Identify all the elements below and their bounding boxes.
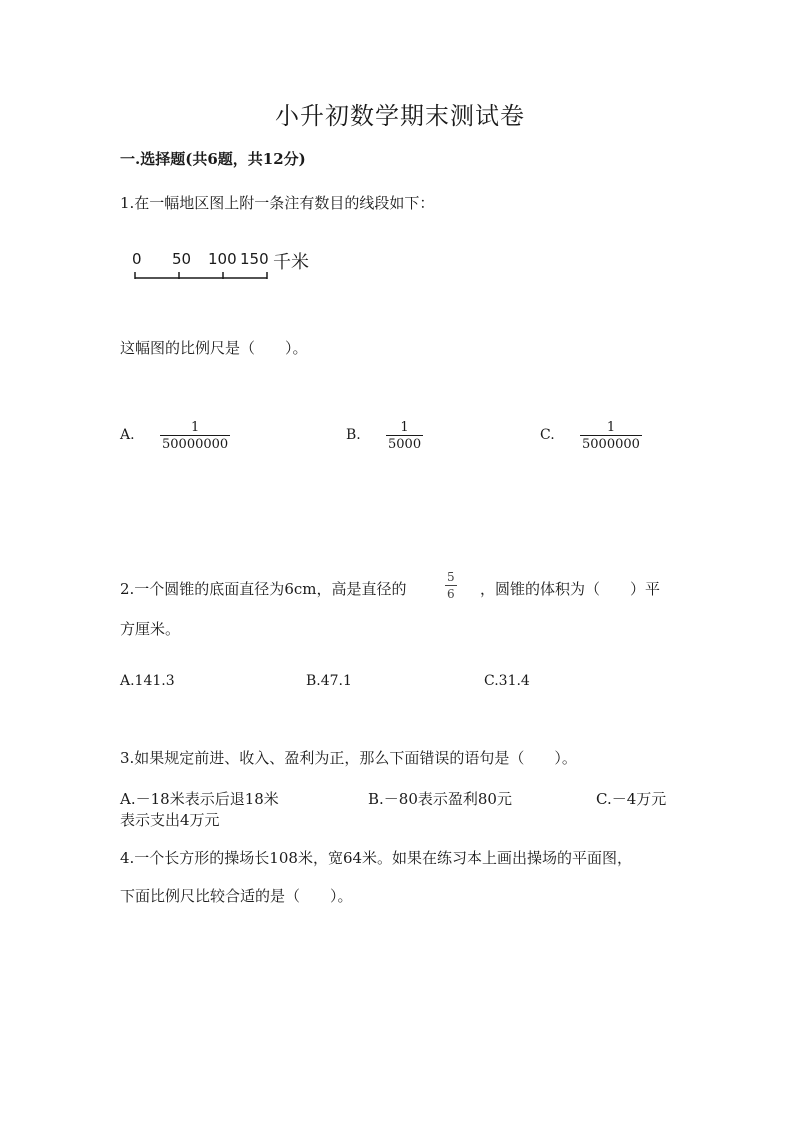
question-2-text-line2: 方厘米。 xyxy=(120,620,181,638)
question-2-option-c: C.31.4 xyxy=(484,673,530,689)
fraction-denominator: 6 xyxy=(447,587,455,601)
section-heading: 一.选择题(共6题，共12分) xyxy=(120,150,306,168)
question-2-text: 2.一个圆锥的底面直径为6cm，高是直径的 xyxy=(120,580,407,598)
question-3-text: 3.如果规定前进、收入、盈利为正，那么下面错误的语句是（ ）。 xyxy=(120,749,577,767)
scale-unit: 千米 xyxy=(273,252,309,273)
scale-label-150: 150 xyxy=(240,250,269,268)
scale-label-0: 0 xyxy=(132,250,142,268)
question-2-option-b: B.47.1 xyxy=(306,673,352,689)
fraction-numerator: 5 xyxy=(447,570,455,584)
question-3-option-c: C.－4万元 xyxy=(596,790,667,808)
scale-label-50: 50 xyxy=(172,250,192,268)
question-3-option-b: B.－80表示盈利80元 xyxy=(368,790,512,808)
question-4-text-line1: 4.一个长方形的操场长108米，宽64米。如果在练习本上画出操场的平面图， xyxy=(120,849,633,867)
question-1-prompt: 这幅图的比例尺是（ ）。 xyxy=(120,339,308,357)
fraction-numerator: 1 xyxy=(606,420,616,435)
scale-line xyxy=(134,272,274,286)
page-title: 小升初数学期末测试卷 xyxy=(275,102,525,130)
fraction-denominator: 5000000 xyxy=(582,437,640,452)
question-3-option-c-continued: 表示支出4万元 xyxy=(120,811,220,829)
fraction-option-c xyxy=(580,420,642,452)
fraction-option-b xyxy=(386,420,423,452)
fraction-numerator: 1 xyxy=(400,420,409,435)
question-1-text: 1.在一幅地区图上附一条注有数目的线段如下： xyxy=(120,194,435,212)
option-label-a: A. xyxy=(120,427,135,443)
fraction-numerator: 1 xyxy=(190,420,200,435)
option-label-b: B. xyxy=(346,427,361,443)
question-3-option-a: A.－18米表示后退18米 xyxy=(120,790,279,808)
scale-label-100: 100 xyxy=(208,250,237,268)
fraction-denominator: 5000 xyxy=(388,437,422,452)
scale-bar xyxy=(130,248,330,288)
fraction-denominator: 50000000 xyxy=(162,437,229,452)
option-label-c: C. xyxy=(540,427,555,443)
question-2-option-a: A.141.3 xyxy=(120,673,175,689)
question-4-text-line2: 下面比例尺比较合适的是（ ）。 xyxy=(120,887,353,905)
fraction-option-a xyxy=(160,420,230,452)
question-2-text-after: ，圆锥的体积为（ ）平 xyxy=(480,580,661,598)
fraction-five-sixths xyxy=(445,570,457,602)
